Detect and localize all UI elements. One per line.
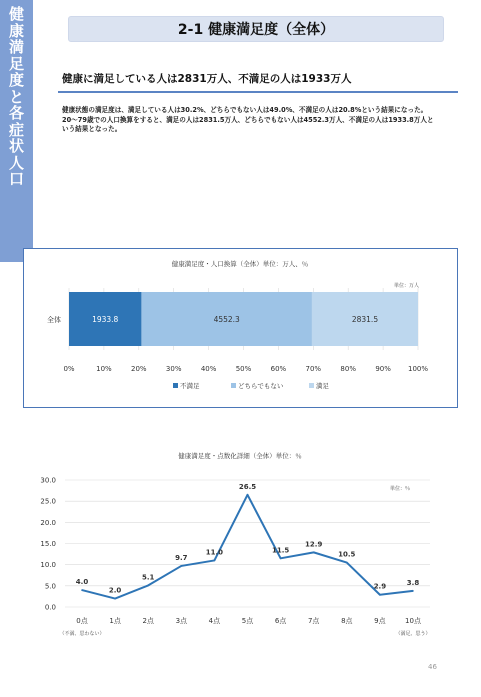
line-x-tick-label: 1点 [109,617,121,625]
line-data-label: 5.1 [141,573,155,582]
line-chart-title: 健康満足度・点数化詳細（全体）単位：％ [178,452,302,460]
line-x-note-right: （満足、思う） [395,631,431,637]
line-x-tick-label: 3点 [175,617,188,625]
line-series [82,495,413,599]
line-chart-unit: 単位：％ [389,486,410,492]
bar-data-label: 1933.8 [92,315,119,324]
bar-x-tick-label: 30% [165,365,182,373]
line-y-tick-label: 30.0 [40,476,56,485]
line-point [181,565,183,567]
section-title: 2-1 健康満足度（全体） [177,22,335,38]
line-y-tick-label: 10.0 [40,561,56,570]
headline-rule [58,91,458,93]
line-x-tick-label: 5点 [241,617,254,625]
line-point [379,594,381,596]
bar-x-tick-label: 10% [96,365,112,373]
headline: 健康に満足している人は2831万人、不満足の人は1933万人 [62,73,352,85]
line-x-note-left: （不満、思わない） [59,631,105,637]
line-y-tick-label: 0.0 [44,603,56,612]
line-x-tick-label: 7点 [307,617,320,625]
line-y-tick-label: 5.0 [44,582,56,591]
bar-category-label: 全体 [47,316,61,324]
page-number: 46 [428,663,437,671]
bar-x-tick-label: 70% [305,365,322,373]
bar-data-label: 4552.3 [213,315,240,324]
line-data-label: 3.8 [406,578,420,587]
line-point [280,558,282,560]
bar-legend-swatch [231,383,236,388]
line-point [346,562,348,564]
line-point [214,560,216,562]
bar-legend-label: どちらでもない [238,382,284,390]
line-data-label: 9.7 [175,553,188,562]
bar-data-label: 2831.5 [351,315,379,324]
bar-legend-swatch [309,383,314,388]
bar-legend-label: 満足 [316,382,329,390]
line-x-tick-label: 9点 [374,617,386,625]
line-point [147,585,149,587]
line-y-tick-label: 25.0 [40,497,56,506]
line-x-tick-label: 4点 [208,617,221,625]
line-data-label: 11.0 [205,548,224,557]
line-data-label: 2.9 [373,582,387,591]
line-point [114,598,116,600]
bar-legend-label: 不満足 [180,382,200,390]
bar-x-tick-label: 50% [235,365,252,373]
bar-x-tick-label: 80% [340,365,356,373]
line-point [81,589,83,591]
line-x-tick-label: 10点 [405,617,421,625]
line-point [313,552,315,554]
body-paragraph: 健康状態の満足度は、満足している人は30.2%、どちらでもない人は49.0%、不満足の人は20.8%という結果になった。20～79歳での人口換算をすると、満足の人は2831.5万人、どちらでもない人は4552.3万人、不満足の人は1933.8万人という結果となった。 [62,106,434,134]
bar-x-tick-label: 100% [407,365,429,373]
line-data-label: 10.5 [338,550,356,559]
bar-x-tick-label: 0% [63,365,75,373]
bar-x-tick-label: 40% [200,365,217,373]
line-data-label: 4.0 [75,578,89,587]
line-x-tick-label: 2点 [142,617,154,625]
section-title-box [68,16,444,42]
line-y-tick-label: 20.0 [40,518,56,527]
bar-chart-unit: 単位：万人 [393,283,419,289]
bar-x-tick-label: 20% [131,365,147,373]
line-x-tick-label: 6点 [274,617,287,625]
line-data-label: 26.5 [238,482,257,491]
line-y-tick-label: 15.0 [40,540,56,548]
bar-chart [23,248,458,408]
line-data-label: 11.5 [271,546,290,555]
side-tab [0,0,33,262]
line-x-tick-label: 8点 [341,617,353,625]
line-data-label: 12.9 [305,540,323,549]
line-x-tick-label: 0点 [76,617,88,625]
side-tab-label: 健 康 満 足 度 と 各 症 状 人 口 [8,5,24,188]
bar-legend-swatch [173,383,178,388]
line-data-label: 2.0 [108,586,122,595]
bar-chart-title: 健康満足度・人口換算（全体）単位：万人、％ [171,260,309,268]
line-point [412,590,414,592]
line-chart [20,445,450,645]
bar-x-tick-label: 90% [375,365,391,373]
bar-x-tick-label: 60% [270,365,287,373]
line-point [247,494,249,496]
